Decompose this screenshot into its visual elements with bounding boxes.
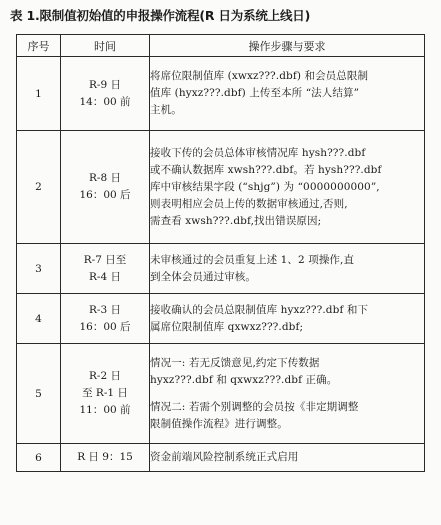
procedure-table [16, 34, 425, 472]
desc-line: 到全体会员通过审核。 [150, 270, 256, 283]
desc-line: 情况二: 若需个别调整的会员按《非定期调整 [150, 400, 359, 413]
desc-line: 将席位限制值库 (xwxz???.dbf) 和会员总限制 [150, 70, 369, 82]
desc-line: 接收下传的会员总体审核情况库 hysh???.dbf [150, 146, 366, 159]
row-number: 4 [17, 294, 61, 344]
desc-line: 限制值操作流程》进行调整。 [150, 417, 288, 430]
table-header-row [17, 35, 425, 57]
row-description [150, 131, 425, 244]
row-number: 6 [17, 444, 61, 472]
desc-line: 属席位限制值库 qxwxz???.dbf; [150, 320, 304, 333]
desc-line: 情况一: 若无反馈意见,约定下传数据 [150, 356, 320, 369]
time-line: R-8 日 [89, 172, 121, 184]
header-time: 时间 [61, 35, 150, 57]
table-row [17, 57, 425, 131]
row-description [150, 444, 425, 472]
desc-line: 资金前端风险控制系统正式启用 [150, 451, 299, 463]
desc-line: 或不确认数据库 xwsh???.dbf。若 hysh???.dbf [150, 163, 382, 176]
desc-line: 主机。 [150, 104, 182, 116]
row-time [61, 244, 150, 294]
row-time [61, 444, 150, 472]
row-time [61, 344, 150, 444]
table-row [17, 444, 425, 472]
table-row [17, 244, 425, 294]
row-description [150, 294, 425, 344]
row-number: 3 [17, 244, 61, 294]
row-description [150, 244, 425, 294]
table-row [17, 344, 425, 444]
table-title: 表 1.限制值初始值的申报操作流程(R 日为系统上线日) [10, 8, 311, 23]
row-time [61, 131, 150, 244]
paragraph-gap [150, 389, 424, 399]
time-line: 16：00 后 [79, 189, 131, 201]
desc-line: 接收确认的会员总限制值库 hyxz???.dbf 和下 [150, 303, 369, 316]
desc-line: 值库 (hyxz???.dbf) 上传至本所 “法人结算” [150, 87, 360, 99]
time-line: R-4 日 [89, 270, 121, 283]
header-no: 序号 [17, 35, 61, 57]
time-line: R-3 日 [89, 303, 121, 316]
desc-line: 库中审核结果字段 (“shjg”) 为 “0000000000”, [150, 180, 380, 193]
desc-line: 需查看 xwsh???.dbf,找出错误原因; [150, 214, 322, 227]
row-description [150, 344, 425, 444]
header-desc: 操作步骤与要求 [150, 35, 425, 57]
table-row [17, 294, 425, 344]
time-line: R-7 日至 [83, 253, 127, 266]
case-two [150, 399, 424, 433]
desc-line: hyxz???.dbf 和 qxwxz???.dbf 正确。 [150, 373, 338, 386]
row-time [61, 294, 150, 344]
desc-line: 未审核通过的会员重复上述 1、2 项操作,直 [150, 253, 355, 266]
row-number: 5 [17, 344, 61, 444]
time-line: R-9 日 [89, 78, 121, 91]
time-line: 14：00 前 [79, 95, 131, 108]
row-number: 2 [17, 131, 61, 244]
time-line: 11：00 前 [79, 404, 131, 416]
row-time [61, 57, 150, 131]
row-number: 1 [17, 57, 61, 131]
time-line: R-2 日 [89, 370, 121, 382]
row-description [150, 57, 425, 131]
time-line: R 日 9：15 [77, 451, 133, 463]
desc-line: 则表明相应会员上传的数据审核通过,否则, [150, 197, 348, 210]
time-line: 16：00 后 [79, 320, 131, 333]
case-one [150, 355, 424, 389]
table-row [17, 131, 425, 244]
time-line: 至 R-1 日 [82, 387, 128, 399]
